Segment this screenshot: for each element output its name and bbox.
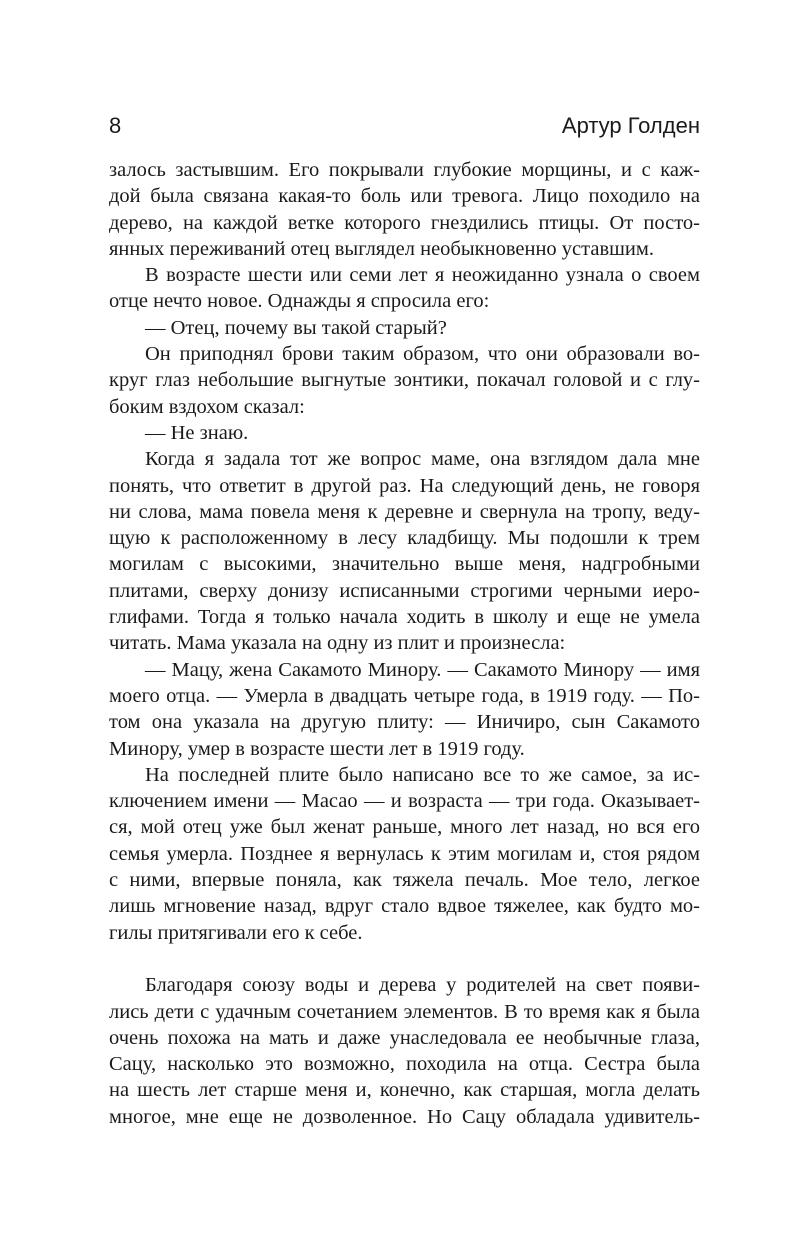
- text-line: глифами. Тогда я только начала ходить в школу и еще не умела: [109, 606, 700, 629]
- text-line: ни слова, мама повела меня к деревне и свернула на тропу, веду-: [109, 500, 700, 523]
- text-line: том она указала на другую плиту: — Иничиро, сын Сакамото: [109, 711, 700, 734]
- text-line: На последней плите было написано все то же самое, за ис-: [145, 763, 700, 786]
- text-line: очень похожа на мать и даже унаследовала ее необычные глаза,: [109, 1026, 700, 1049]
- paragraph: [109, 972, 700, 1130]
- text-line: дерево, на каждой ветке которого гнездились птицы. От посто-: [109, 211, 700, 234]
- text-line: — Отец, почему вы такой старый?: [145, 316, 447, 339]
- text-line: понять, что ответит в другой раз. На следующий день, не говоря: [109, 474, 700, 497]
- text-line: на шесть лет старше меня и, конечно, как старшая, могла делать: [109, 1079, 700, 1102]
- paragraph: [109, 262, 700, 315]
- text-line: ключением имени — Масао — и возраста — три года. Оказывает-: [109, 790, 700, 813]
- text-line: плитами, сверху донизу исписанными строгими черными иеро-: [109, 579, 700, 602]
- paragraph: [109, 341, 700, 420]
- paragraph: [109, 157, 700, 262]
- text-line: боким вздохом сказал:: [109, 395, 305, 418]
- text-line: отце нечто новое. Однажды я спросила его:: [109, 290, 490, 313]
- text-line: моего отца. — Умерла в двадцать четыре года, в 1919 году. — По-: [109, 684, 700, 707]
- text-line: с ними, впервые поняла, как тяжела печаль. Мое тело, легкое: [109, 869, 700, 892]
- text-line: Сацу, насколько это возможно, походила на отца. Сестра была: [109, 1053, 700, 1076]
- body-text: [109, 157, 700, 1130]
- text-line: — Мацу, жена Сакамото Минору. — Сакамото Минору — имя: [145, 658, 700, 681]
- text-line: залось застывшим. Его покрывали глубокие морщины, и с каж-: [109, 159, 700, 181]
- section-break: [109, 946, 700, 972]
- text-line: семья умерла. Позднее я вернулась к этим могилам и, стоя рядом: [109, 842, 700, 865]
- text-line: дой была связана какая-то боль или тревога. Лицо походило на: [109, 185, 700, 208]
- text-line: лись дети с удачным сочетанием элементов. В то время как я была: [109, 1000, 700, 1023]
- text-line: Он приподнял брови таким образом, что они образовали во-: [145, 343, 700, 366]
- text-line: лишь мгновение назад, вдруг стало вдвое тяжелее, как будто мо-: [109, 895, 700, 918]
- text-line: читать. Мама указала на одну из плит и произнесла:: [109, 632, 566, 655]
- text-line: щую к расположенному в лесу кладбищу. Мы подошли к трем: [109, 527, 700, 550]
- paragraph: [109, 657, 700, 762]
- text-line: — Не знаю.: [145, 421, 249, 444]
- paragraph: [109, 315, 700, 341]
- paragraph: [109, 762, 700, 946]
- text-line: могилам с высокими, значительно выше меня, надгробными: [109, 553, 700, 576]
- text-line: Минору, умер в возрасте шести лет в 1919 году.: [109, 737, 525, 760]
- text-line: янных переживаний отец выглядел необыкновенно уставшим.: [109, 237, 654, 260]
- paragraph: [109, 420, 700, 446]
- text-line: ся, мой отец уже был женат раньше, много лет назад, но вся его: [109, 816, 700, 839]
- running-title: Артур Голден: [561, 113, 700, 138]
- running-header: [109, 113, 700, 145]
- text-line: Благодаря союзу воды и дерева у родителей на свет появи-: [145, 974, 700, 997]
- text-line: круг глаз небольшие выгнутые зонтики, покачал головой и с глу-: [109, 369, 700, 392]
- paragraph: [109, 446, 700, 656]
- text-line: гилы притягивали его к себе.: [109, 921, 363, 944]
- text-line: Когда я задала тот же вопрос маме, она взглядом дала мне: [145, 448, 700, 471]
- text-line: многое, мне еще не дозволенное. Но Сацу обладала удивитель-: [109, 1105, 700, 1128]
- text-line: В возрасте шести или семи лет я неожиданно узнала о своем: [145, 264, 700, 287]
- page-number: 8: [109, 113, 122, 138]
